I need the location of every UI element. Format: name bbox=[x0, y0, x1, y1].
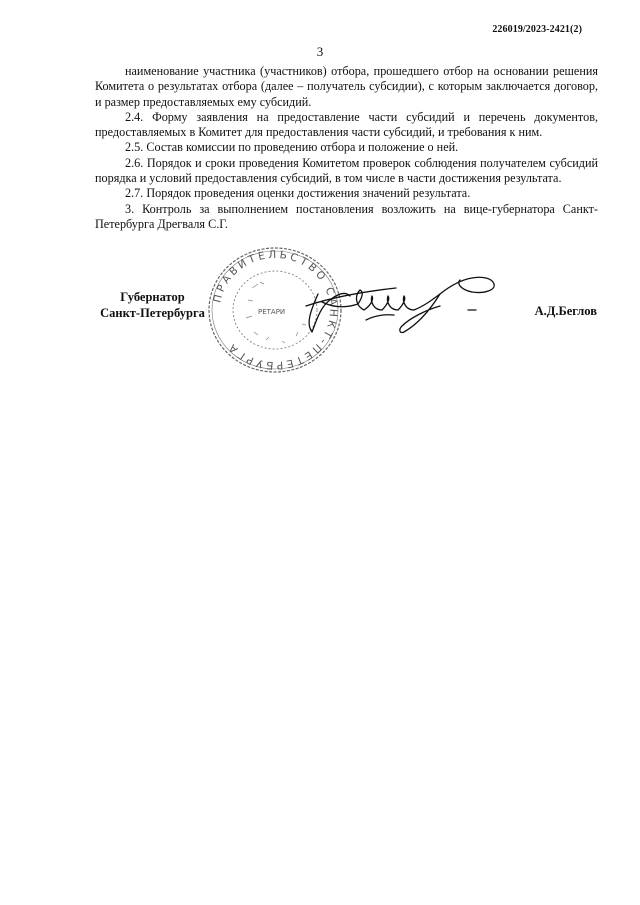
paragraph-3-control: 3. Контроль за выполнением постановления возложить на вице-губернатора Санкт-Петербурга Дрегваля С.Г. bbox=[95, 201, 598, 231]
signatory-title bbox=[95, 289, 210, 321]
seal-ring-text: ПРАВИТЕЛЬСТВО САНКТ-ПЕТЕРБУРГА bbox=[211, 248, 340, 372]
page-number: 3 bbox=[316, 44, 324, 59]
paragraph-2-4: 2.4. Форму заявления на предоставление части субсидий и перечень документов, предоставляемых в Комитет для предоставления части субсидий, и требования к ним. bbox=[95, 109, 598, 140]
paragraph-recipient-definition: наименование участника (участников) отбора, прошедшего отбор на основании решения Комитета о результатах отбора (далее – получатель субсидии), с которым заключается договор, и размер предоставляемых ему субсидий. bbox=[95, 64, 598, 109]
document-body bbox=[95, 64, 598, 232]
paragraph-2-5: 2.5. Состав комиссии по проведению отбора и положение о ней. bbox=[125, 140, 459, 155]
signatory-title-line2: Санкт-Петербурга bbox=[100, 306, 205, 320]
seal-inner-text: РЕТАРИ bbox=[258, 308, 286, 316]
signatory-name: А.Д.Беглов bbox=[534, 304, 597, 318]
handwritten-signature bbox=[300, 262, 505, 342]
paragraph-2-6: 2.6. Порядок и сроки проведения Комитетом проверок соблюдения получателем субсидий порядка и условий предоставления субсидий, в том числе в части достижения результата. bbox=[95, 155, 598, 186]
paragraph-2-7: 2.7. Порядок проведения оценки достижения значений результата. bbox=[125, 186, 471, 201]
document-registration-number: 226019/2023-2421(2) bbox=[492, 24, 582, 35]
signatory-title-line1: Губернатор bbox=[120, 290, 185, 304]
